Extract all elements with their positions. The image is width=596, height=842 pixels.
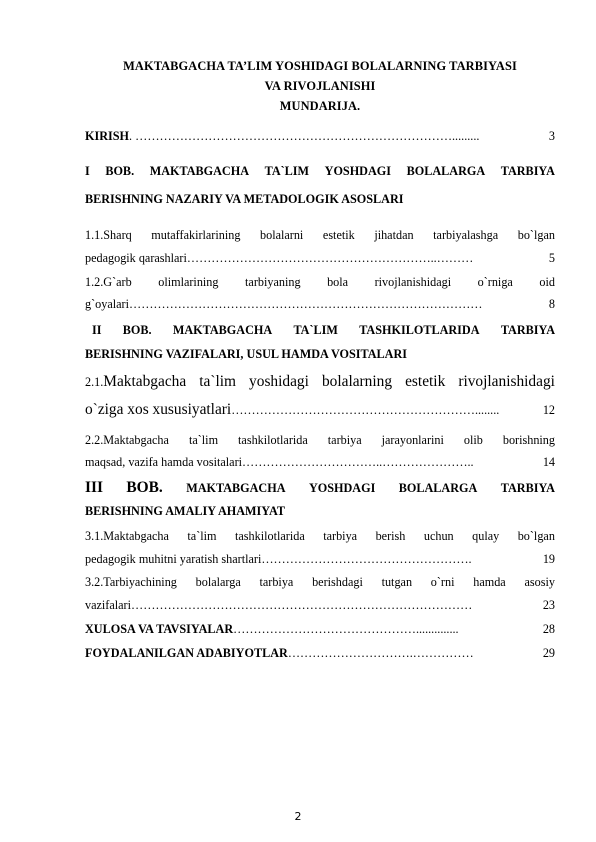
word: TA`LIM (264, 164, 310, 178)
word: bola (327, 275, 349, 289)
word: BOLALARGA (398, 481, 478, 495)
word: asosiy (524, 575, 555, 589)
toc-section-label: o`ziga xos xususiyatlari (85, 401, 232, 418)
toc-leader-dots: ……………………………………………………..……… (186, 251, 474, 265)
toc-page-number: 8 (548, 297, 555, 311)
word: oid (539, 275, 555, 289)
toc-section-label: g`oyalari (85, 297, 129, 311)
toc-chapter-1-line-2: BERISHNING NAZARIY VA METADOLOGIK ASOSLARI (85, 192, 404, 206)
toc-page-number: 5 (548, 251, 555, 265)
word: rivojlanishidagi (374, 275, 452, 289)
word: tutgan (381, 575, 413, 589)
toc-chapter-3-line-1 (85, 478, 555, 498)
toc-entry-references (85, 645, 555, 661)
toc-section-label: pedagogik muhitni yaratish shartlari (85, 552, 262, 566)
word (85, 372, 186, 392)
toc-leader-dots: ………………………….…………… (287, 646, 474, 660)
word: BOB. (126, 479, 163, 496)
word: tashkilotlarida (235, 529, 305, 543)
toc-page-number: 28 (542, 622, 555, 636)
toc-section-2-2-line-2 (85, 454, 555, 470)
word: ta`lim (187, 529, 217, 543)
word: MAKTABGACHA (149, 164, 250, 178)
toc-section-2-2-line-1 (85, 432, 555, 448)
word: bo`lgan (517, 228, 555, 242)
toc-leader-dots: …………………………………………………………………………… (129, 297, 483, 311)
word: 1.1.Sharq (85, 228, 132, 242)
word: Maktabgacha (103, 373, 187, 390)
toc-chapter-1-line-1 (85, 163, 555, 179)
toc-leader-dots: ……………………………..………………….. (242, 455, 474, 469)
word: hamda (473, 575, 506, 589)
word: TARBIYA (500, 164, 555, 178)
toc-leader-dots: ………………………………………………………………………… (131, 598, 473, 612)
toc-section-3-2-line-1 (85, 574, 555, 590)
toc-entry-introduction (85, 128, 555, 144)
word: uchun (423, 529, 454, 543)
word: III (85, 479, 103, 496)
word: BOB. (122, 323, 152, 337)
word: ta`lim (199, 373, 236, 390)
contents-heading: MUNDARIJA. (279, 99, 361, 113)
word: 3.2.Tarbiyachining (85, 575, 177, 589)
word: mutaffakirlarining (151, 228, 241, 242)
word: TARBIYA (500, 481, 555, 495)
word: TARBIYA (500, 323, 555, 337)
word: olimlarining (158, 275, 219, 289)
word: tarbiyalashga (433, 228, 499, 242)
word: olib (463, 433, 483, 447)
toc-leader-dots: ……………………………………………. (261, 552, 472, 566)
word: o`rniga (477, 275, 513, 289)
section-number: 2.1. (85, 375, 104, 389)
word: BOB. (105, 164, 135, 178)
word: jihatdan (374, 228, 414, 242)
toc-page-number: 14 (542, 455, 555, 469)
toc-section-3-2-line-2 (85, 597, 555, 613)
toc-page-number: 12 (542, 403, 555, 417)
toc-references-label: FOYDALANILGAN ADABIYOTLAR (85, 646, 288, 660)
toc-section-3-1-line-1 (85, 528, 555, 544)
word: TASHKILOTLARIDA (359, 323, 480, 337)
toc-section-1-1-line-1 (85, 227, 555, 243)
word: YOSHDAGI (308, 481, 376, 495)
word: estetik (405, 373, 446, 390)
toc-page-number: 23 (542, 598, 555, 612)
word: rivojlanishidagi (458, 373, 555, 390)
word: bolalarning (321, 373, 393, 390)
toc-page-number: 19 (542, 552, 555, 566)
word: MAKTABGACHA (186, 481, 286, 495)
toc-section-label: vazifalari (85, 598, 132, 612)
word: MAKTABGACHA (172, 323, 273, 337)
document-page (85, 0, 555, 842)
word: bolalarga (195, 575, 241, 589)
word: II (92, 323, 102, 337)
word: 2.2.Maktabgacha (85, 433, 169, 447)
toc-section-1-1-line-2 (85, 250, 555, 266)
word: qulay (472, 529, 500, 543)
word: berishdagi (312, 575, 363, 589)
word: TA`LIM (293, 323, 338, 337)
toc-entry-conclusion (85, 621, 555, 637)
word: ta`lim (188, 433, 219, 447)
word: borishning (502, 433, 555, 447)
toc-chapter-2-line-2: BERISHNING VAZIFALARI, USUL HAMDA VOSITALARI (85, 347, 408, 361)
word: tarbiya (259, 575, 294, 589)
word: bolalarni (260, 228, 304, 242)
document-title-line-1: MAKTABGACHA TA’LIM YOSHIDAGI BOLALARNING TARBIYASI (123, 59, 517, 73)
document-title-line-2: VA RIVOJLANISHI (264, 79, 376, 93)
word: yoshidagi (249, 373, 309, 390)
toc-section-label: pedagogik qarashlari (85, 251, 187, 265)
toc-chapter-3-line-2: BERISHNING AMALIY AHAMIYAT (85, 504, 285, 518)
toc-conclusion-label: XULOSA VA TAVSIYALAR (85, 622, 234, 636)
word: 1.2.G`arb (85, 275, 132, 289)
word: tarbiya (327, 433, 362, 447)
toc-page-number: 29 (542, 646, 555, 660)
toc-section-2-1-line-1 (85, 372, 555, 392)
word: I (85, 164, 90, 178)
word: o`rni (430, 575, 455, 589)
toc-introduction-label: KIRISH (85, 129, 130, 143)
toc-section-2-1-line-2 (85, 400, 555, 420)
toc-section-1-2-line-2 (85, 296, 555, 312)
word: tarbiyaning (245, 275, 301, 289)
toc-introduction-page: 3 (548, 129, 555, 143)
word: estetik (322, 228, 355, 242)
word: BOLALARGA (406, 164, 486, 178)
toc-leader-dots: ……………………………………………………........ (231, 403, 500, 417)
word: tarbiya (323, 529, 358, 543)
page-number: 2 (294, 810, 302, 823)
toc-section-3-1-line-2 (85, 551, 555, 567)
word: bo`lgan (517, 529, 555, 543)
toc-leader-dots: ……………………………………….............. (233, 622, 459, 636)
word: tashkilotlarida (238, 433, 308, 447)
toc-section-1-2-line-1 (85, 274, 555, 290)
word: jarayonlarini (381, 433, 444, 447)
toc-introduction-dots: . ……………………………………………………………………......... (129, 129, 480, 143)
toc-section-label: maqsad, vazifa hamda vositalari (85, 455, 243, 469)
word: 3.1.Maktabgacha (85, 529, 169, 543)
word: berish (375, 529, 406, 543)
toc-chapter-2-line-1 (92, 322, 555, 338)
word: YOSHDAGI (324, 164, 392, 178)
